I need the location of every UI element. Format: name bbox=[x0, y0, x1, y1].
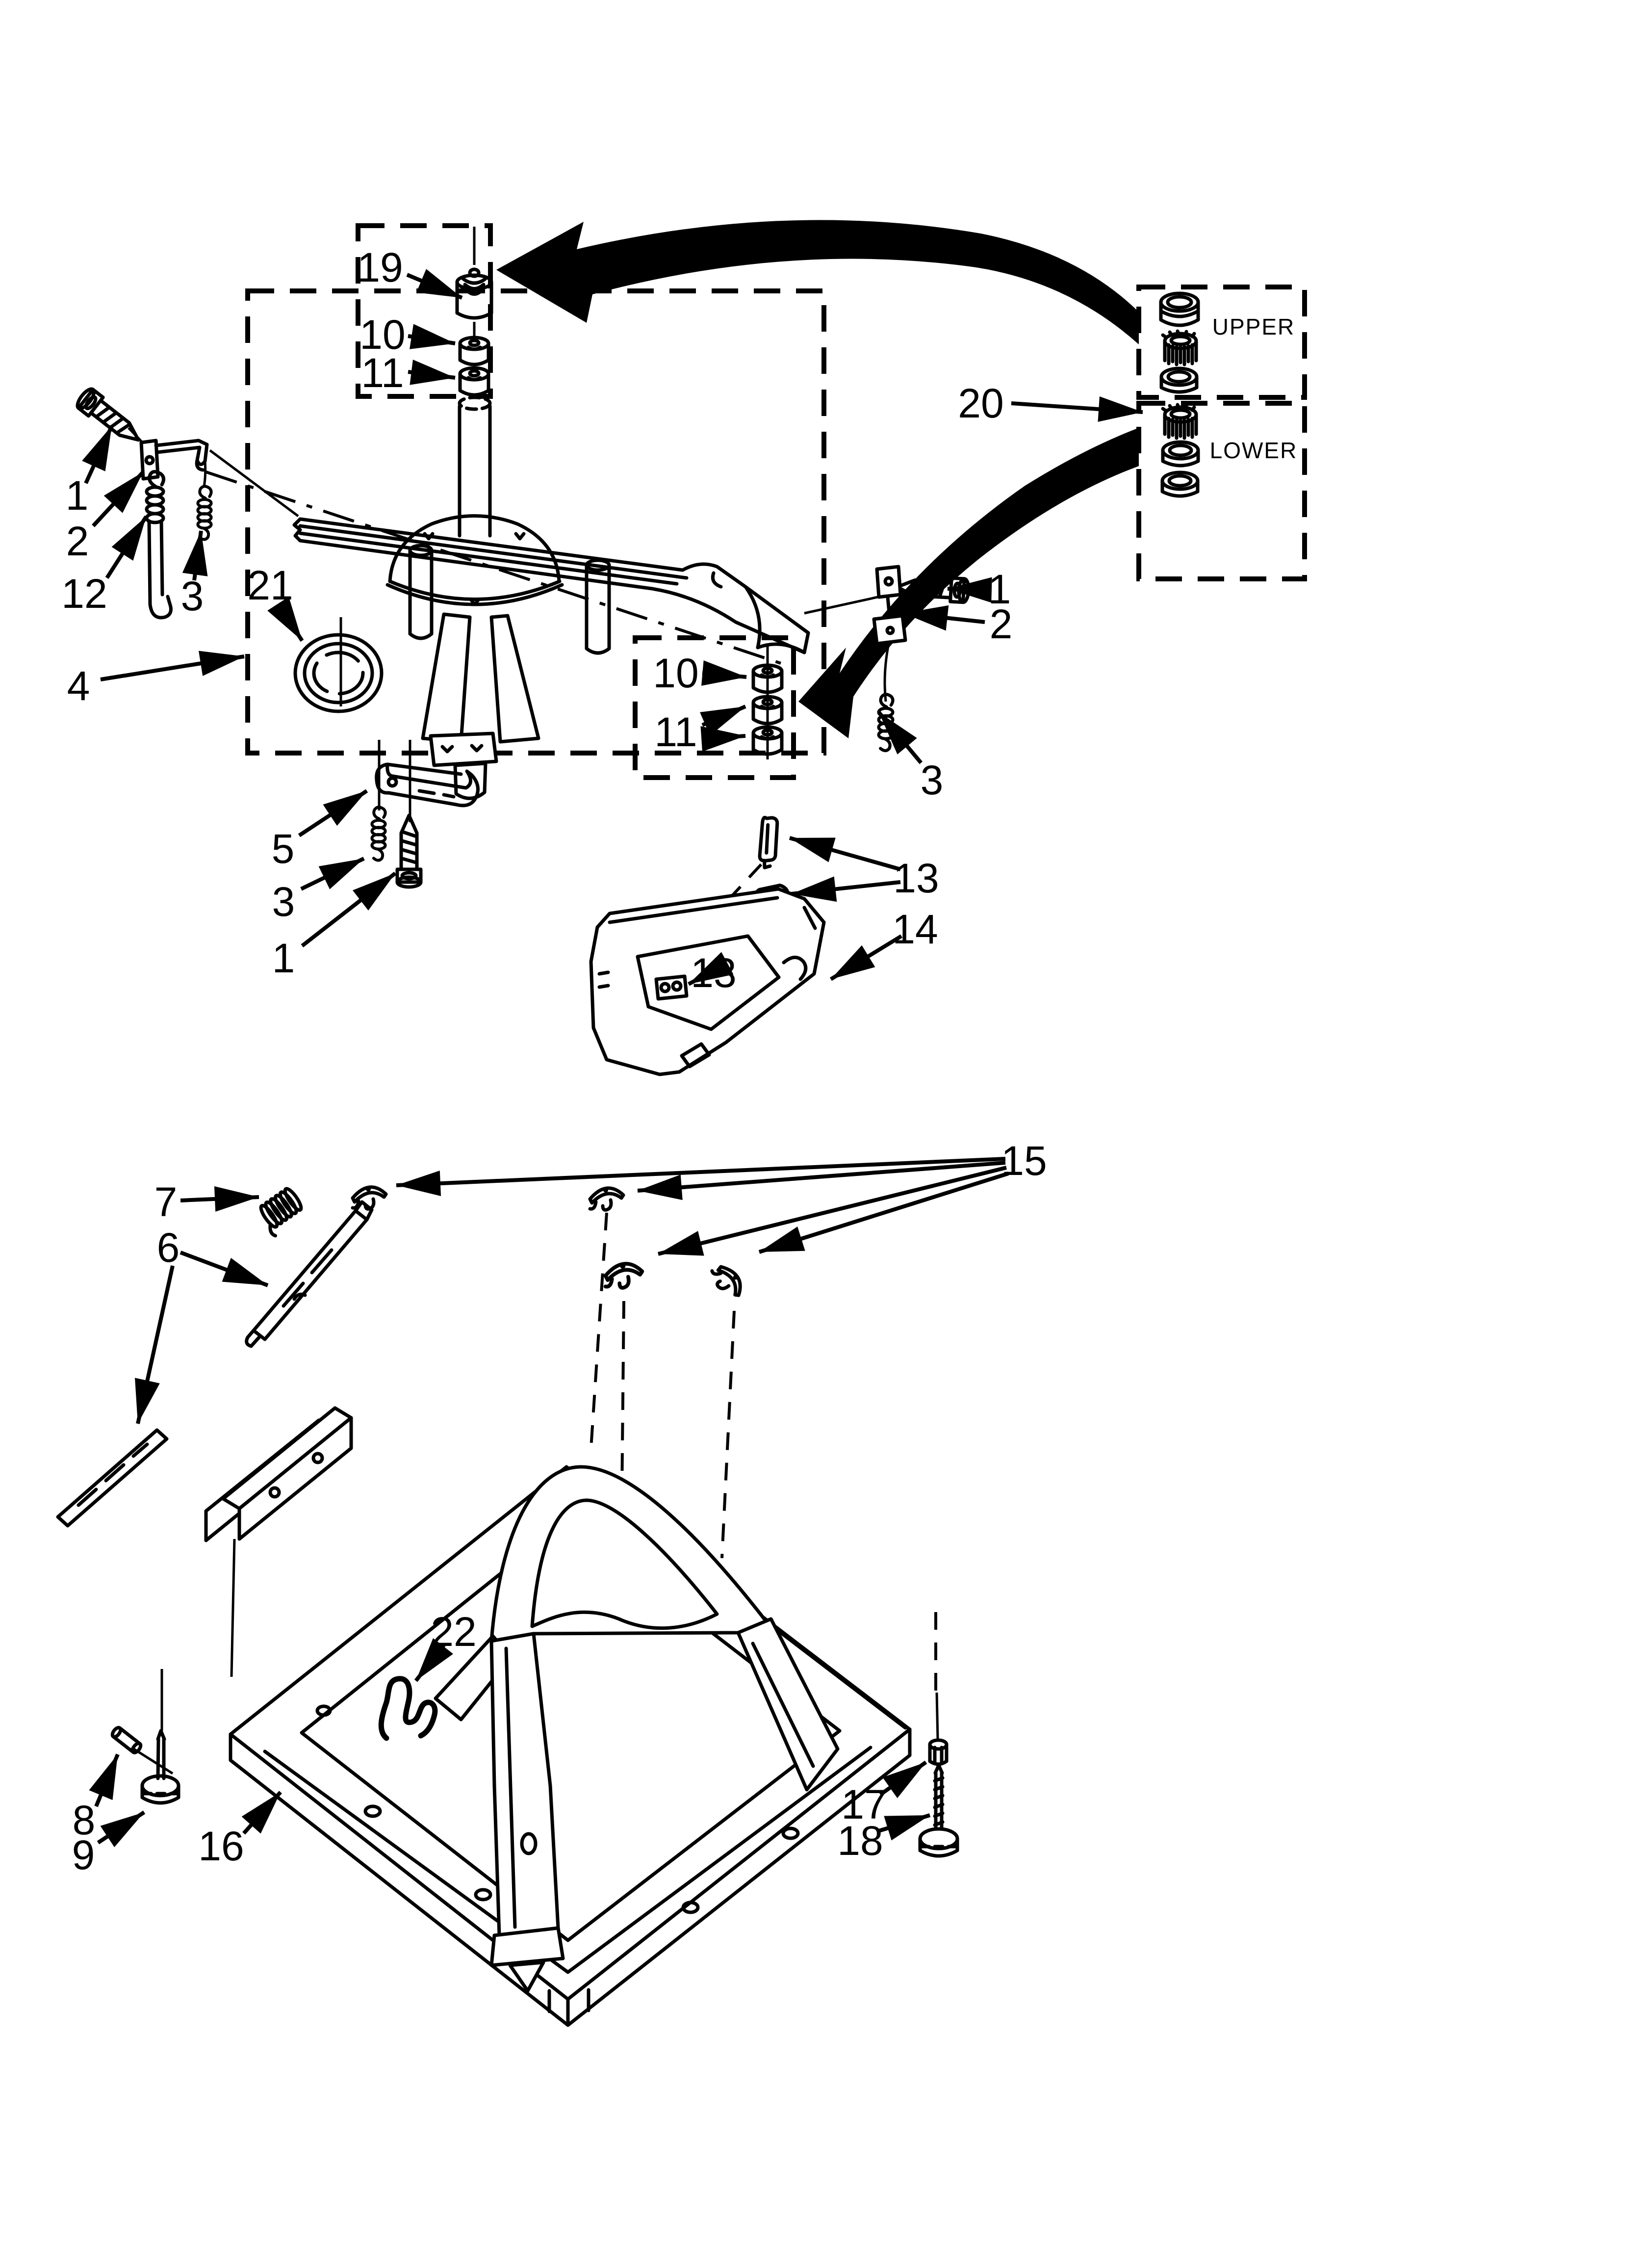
dashed-boxes bbox=[248, 226, 1305, 778]
callout-9: 9 bbox=[72, 1832, 95, 1878]
spring-12 bbox=[147, 471, 171, 617]
arrow-4 bbox=[101, 656, 244, 679]
spring-hanger-left bbox=[204, 461, 205, 487]
lock-nut-17 bbox=[930, 1740, 947, 1764]
upper-bearing-ring bbox=[1161, 368, 1197, 392]
arrow-1-left bbox=[86, 426, 112, 483]
pad-leader-3 bbox=[722, 1311, 734, 1558]
lower-bearing-gear bbox=[1163, 405, 1196, 438]
callout-11-inner: 11 bbox=[654, 709, 697, 755]
motor-channel bbox=[206, 1408, 351, 1677]
arrow-2-left bbox=[93, 472, 143, 526]
arrow-10-top bbox=[408, 336, 455, 343]
callout-7: 7 bbox=[154, 1179, 178, 1225]
vibration-damper-19 bbox=[457, 269, 491, 318]
arrow-20 bbox=[1011, 403, 1143, 412]
mount-spacer-10 bbox=[460, 338, 488, 365]
callout-6: 6 bbox=[156, 1225, 180, 1271]
spring-3-mid bbox=[372, 807, 385, 860]
callout-10-top: 10 bbox=[359, 312, 406, 358]
pad-15-b bbox=[590, 1188, 623, 1210]
spring-7 bbox=[256, 1187, 308, 1237]
callout-19: 19 bbox=[357, 244, 403, 290]
arrow-11-inner-1 bbox=[702, 706, 745, 725]
clip-13-a bbox=[751, 815, 785, 869]
arrow-15-d bbox=[759, 1173, 1008, 1252]
arrow-11-inner-2 bbox=[702, 736, 745, 739]
arrow-1-right bbox=[948, 589, 984, 590]
callout-17: 17 bbox=[841, 1781, 887, 1827]
lower-bearing-label: LOWER bbox=[1209, 438, 1298, 463]
callout-20: 20 bbox=[958, 380, 1004, 426]
arrow-15-c bbox=[658, 1168, 1006, 1254]
arrow-9 bbox=[98, 1812, 144, 1843]
callout-10-inner: 10 bbox=[653, 650, 699, 696]
platform-group bbox=[591, 815, 824, 1074]
rail-group bbox=[58, 1187, 372, 1526]
foot-axis-right bbox=[937, 1693, 938, 1739]
arrow-5 bbox=[299, 791, 367, 835]
screw-1-left bbox=[75, 387, 146, 449]
pad-15-d bbox=[711, 1262, 745, 1302]
bracket-to-plate-line bbox=[210, 450, 298, 516]
callout-3-right: 3 bbox=[920, 757, 944, 803]
arrow-13-top-1 bbox=[790, 838, 900, 869]
callout-2-left: 2 bbox=[66, 518, 89, 564]
arrow-6-b bbox=[138, 1266, 173, 1424]
lower-bearing-ring-2 bbox=[1162, 472, 1198, 496]
callout-13-top: 13 bbox=[893, 855, 939, 901]
callout-15: 15 bbox=[1001, 1138, 1047, 1184]
arrow-6-a bbox=[180, 1252, 268, 1285]
swoosh-arrow-top bbox=[496, 220, 1139, 344]
friction-pads bbox=[353, 1187, 745, 1302]
pad-15-c bbox=[606, 1263, 642, 1288]
pad-leader-2 bbox=[622, 1301, 624, 1496]
swoosh-arrows bbox=[496, 220, 1139, 738]
clip-13-c bbox=[656, 976, 687, 999]
callout-3-left: 3 bbox=[180, 573, 204, 619]
callout-16: 16 bbox=[198, 1823, 244, 1869]
arrow-12 bbox=[107, 517, 146, 578]
callout-1-left: 1 bbox=[65, 472, 89, 519]
callout-3-mid: 3 bbox=[272, 879, 295, 925]
arrow-14 bbox=[831, 936, 901, 979]
callout-13-inner: 13 bbox=[691, 950, 737, 996]
arrow-2-right bbox=[903, 613, 985, 622]
mount-grommet-11 bbox=[460, 368, 488, 395]
callout-11-top: 11 bbox=[361, 350, 404, 396]
leveling-leg-18 bbox=[920, 1765, 957, 1856]
arrow-10-inner bbox=[702, 673, 746, 677]
callout-18: 18 bbox=[837, 1818, 883, 1864]
callout-4: 4 bbox=[67, 663, 90, 709]
screw-1-mid bbox=[397, 815, 421, 887]
bearing-cap bbox=[1161, 293, 1198, 325]
callout-14: 14 bbox=[892, 906, 938, 952]
arrow-1-mid bbox=[302, 873, 395, 946]
upper-bearing-gear bbox=[1163, 331, 1196, 365]
callout-12: 12 bbox=[61, 571, 107, 617]
arrow-15-a bbox=[396, 1159, 1005, 1185]
upper-bearing-label: UPPER bbox=[1212, 314, 1295, 339]
arrow-3-mid bbox=[301, 859, 364, 889]
callout-5: 5 bbox=[271, 826, 295, 872]
arrow-7 bbox=[180, 1197, 259, 1200]
pad-leader-1 bbox=[591, 1213, 607, 1448]
callout-1-right: 1 bbox=[988, 566, 1011, 612]
arrow-17 bbox=[880, 1762, 926, 1795]
arrow-21 bbox=[279, 604, 302, 641]
slide-rail-6-a bbox=[247, 1202, 372, 1346]
callout-1-mid: 1 bbox=[272, 935, 295, 981]
arrow-19 bbox=[407, 275, 462, 298]
slide-rail-6-b bbox=[58, 1430, 167, 1526]
lower-bearing-ring-1 bbox=[1163, 442, 1198, 466]
bearing-kit-parts bbox=[1161, 293, 1198, 496]
arrow-8 bbox=[96, 1754, 118, 1806]
callout-21: 21 bbox=[247, 562, 293, 608]
callout-2-right: 2 bbox=[989, 601, 1013, 647]
callout-8: 8 bbox=[72, 1797, 96, 1843]
arrow-11-top bbox=[408, 372, 455, 378]
base-frame bbox=[206, 1408, 910, 2025]
spacer-pin-8 bbox=[111, 1726, 142, 1754]
arrow-16 bbox=[244, 1792, 281, 1833]
callout-22: 22 bbox=[431, 1609, 477, 1655]
tub-seal-21 bbox=[295, 635, 382, 711]
arrow-13-top-2 bbox=[792, 882, 900, 894]
